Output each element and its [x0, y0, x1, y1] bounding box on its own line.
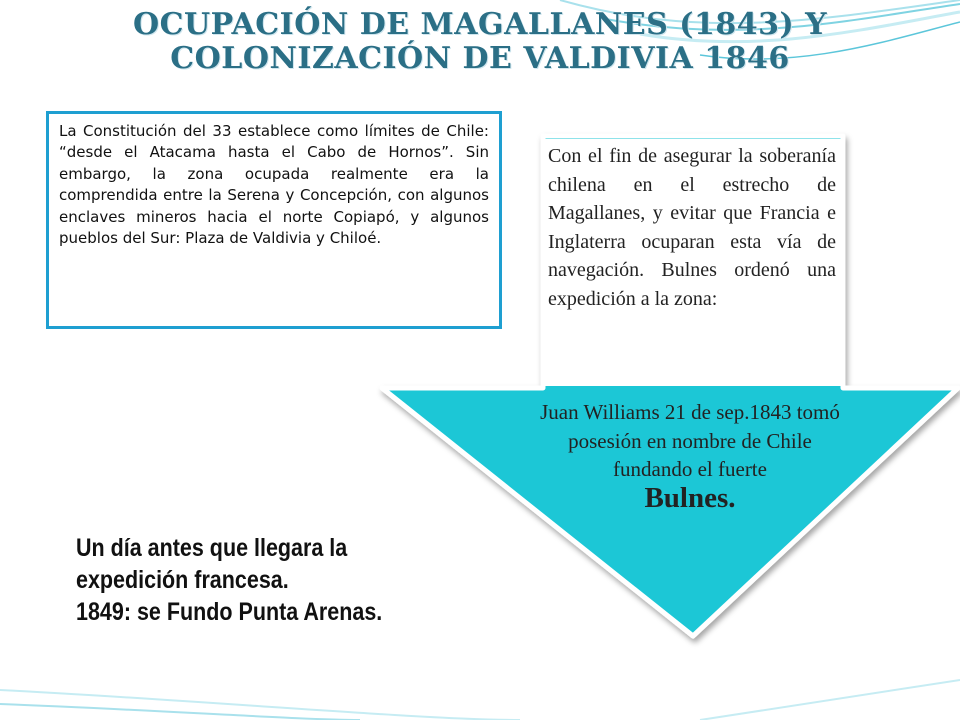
fort-foundation-desc: Juan Williams 21 de sep.1843 tomó posesión en nombre de Chile fundando el fuerte [540, 400, 840, 481]
slide-title-line1: OCUPACIÓN DE MAGALLANES (1843) Y [132, 7, 828, 42]
expedition-reason-text: Con el fin de asegurar la soberanía chilena en el estrecho de Magallanes, y evitar que Francia e Inglaterra ocuparan esta vía de navegación. Bulnes ordenó una expedición a la zona: [548, 145, 836, 310]
fort-foundation-text [530, 398, 850, 514]
bottom-line1: Un día antes que llegara la [76, 534, 348, 562]
fort-name: Bulnes [644, 481, 729, 514]
bottom-line3: 1849: se Fundo Punta Arenas. [76, 598, 383, 626]
fort-punctuation: . [728, 481, 736, 514]
constitution-note-box: La Constitución del 33 establece como límites de Chile: “desde el Atacama hasta el Cabo de Hornos”. Sin embargo, la zona ocupada realmente era la comprendida entre la Serena y Concepción, con algunos enclaves mineros hacia el norte Copiapó, y algunos pueblos del Sur: Plaza de Valdivia y Chiloé. [46, 111, 502, 329]
slide-title-line2: COLONIZACIÓN DE VALDIVIA 1846 [170, 41, 790, 76]
bottom-line2: expedición francesa. [76, 566, 289, 594]
bottom-notes [76, 532, 472, 628]
